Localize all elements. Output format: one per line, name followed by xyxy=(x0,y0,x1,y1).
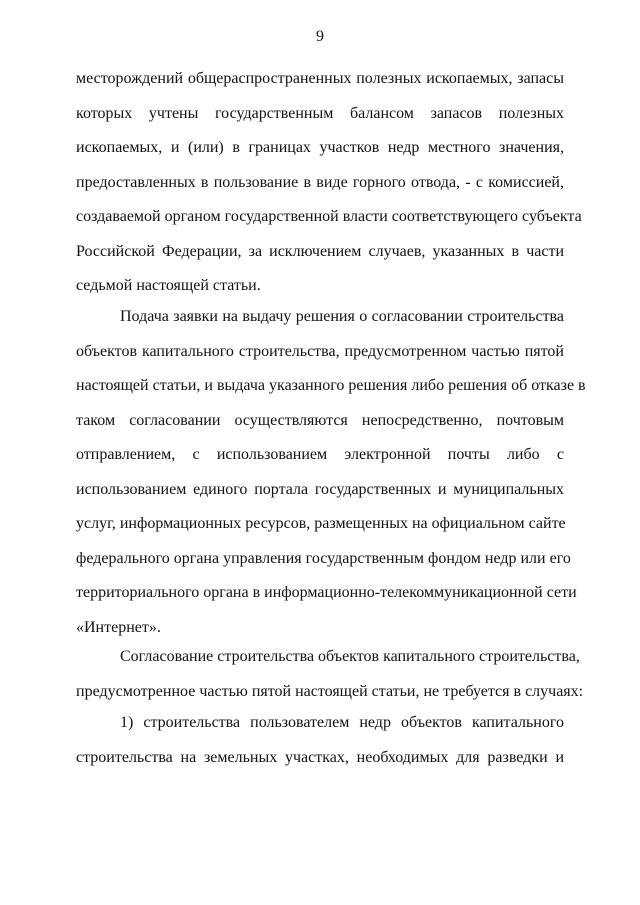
text-line: использованием единого портала государственных и муниципальных xyxy=(76,480,564,498)
text-line: территориального органа в информационно-телекоммуникационной сети xyxy=(76,584,577,601)
text-line: отправлением, с использованием электронной почты либо с xyxy=(76,446,564,463)
text-line: таком согласовании осуществляются непосредственно, почтовым xyxy=(76,411,564,429)
paragraph-4 xyxy=(76,706,564,775)
paragraph-1 xyxy=(76,62,582,304)
text-line: предоставленных в пользование в виде горного отвода, - с комиссией, xyxy=(76,173,564,191)
text-line: Российской Федерации, за исключением случаев, указанных в части xyxy=(76,242,564,260)
text-line: седьмой настоящей статьи. xyxy=(76,277,261,294)
text-line: услуг, информационных ресурсов, размещенных на официальном сайте xyxy=(76,515,566,532)
page-number: 9 xyxy=(316,28,324,45)
text-line: месторождений общераспространенных полезных ископаемых, запасы xyxy=(76,70,564,87)
text-line: которых учтены государственным балансом запасов полезных xyxy=(76,104,564,122)
text-line: создаваемой органом государственной власти соответствующего субъекта xyxy=(76,208,582,225)
text-line: федерального органа управления государственным фондом недр или его xyxy=(76,549,571,567)
text-line: Согласование строительства объектов капитального строительства, xyxy=(120,648,580,665)
text-line: «Интернет». xyxy=(76,618,161,636)
text-line: ископаемых, и (или) в границах участков недр местного значения, xyxy=(76,139,564,156)
text-line: настоящей статьи, и выдача указанного решения либо решения об отказе в xyxy=(76,377,586,394)
text-line: строительства на земельных участках, необходимых для разведки и xyxy=(76,748,564,766)
text-line: Подача заявки на выдачу решения о согласовании строительства xyxy=(120,308,564,325)
text-line: объектов капитального строительства, предусмотренном частью пятой xyxy=(76,342,564,360)
paragraph-2 xyxy=(76,300,586,645)
paragraph-3 xyxy=(76,640,584,709)
text-line: предусмотренное частью пятой настоящей статьи, не требуется в случаях: xyxy=(76,682,584,700)
text-line: 1) строительства пользователем недр объектов капитального xyxy=(120,714,564,731)
